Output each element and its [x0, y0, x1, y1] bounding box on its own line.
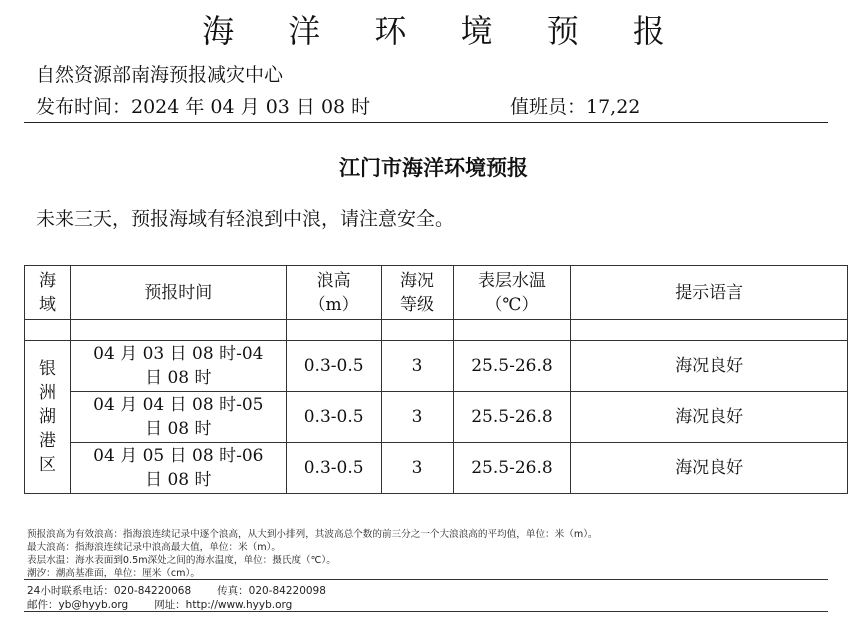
wave-height: 0.3-0.5: [286, 392, 381, 443]
header-region: 海 域: [25, 266, 71, 320]
report-summary: 未来三天，预报海域有轻浪到中浪，请注意安全。: [36, 208, 455, 230]
forecast-table: [24, 265, 848, 494]
water-temp: 25.5-26.8: [453, 392, 571, 443]
report-title: 江门市海洋环境预报: [339, 155, 528, 180]
footer-bottom-divider: [24, 611, 828, 612]
header-sea-level: 海况 等级: [381, 266, 453, 320]
wave-height: 0.3-0.5: [286, 341, 381, 392]
website: 网址：http://www.hyyb.org: [154, 599, 293, 611]
issue-time: 发布时间：2024 年 04 月 03 日 08 时: [36, 96, 371, 118]
forecast-time: 04 月 04 日 08 时-05 日 08 时: [70, 392, 286, 443]
duty-officer: 值班员：17,22: [510, 96, 641, 118]
tip-text: 海况良好: [571, 392, 848, 443]
tip-text: 海况良好: [571, 341, 848, 392]
table-header-row: [25, 266, 848, 320]
table-row: [25, 392, 848, 443]
footnote-tide: 潮汐：潮高基准面，单位：厘米（cm）。: [27, 568, 200, 579]
issue-info: [36, 92, 836, 119]
forecast-time: 04 月 05 日 08 时-06 日 08 时: [70, 443, 286, 494]
footnote-max-wave: 最大浪高：指海浪连续记录中浪高最大值，单位：米（m）。: [27, 542, 281, 553]
region-cell: [25, 341, 71, 494]
hotline: 24小时联系电话：020-84220068: [27, 585, 192, 597]
sea-level: 3: [381, 341, 453, 392]
sea-level: 3: [381, 392, 453, 443]
footnote-water-temp: 表层水温：海水表面到0.5m深处之间的海水温度，单位：摄氏度（℃）。: [27, 555, 336, 566]
header-wave-height: 浪高 （m）: [286, 266, 381, 320]
header-tip: 提示语言: [571, 266, 848, 320]
water-temp: 25.5-26.8: [453, 443, 571, 494]
forecast-time: 04 月 03 日 08 时-04 日 08 时: [70, 341, 286, 392]
email: 邮件：yb@hyyb.org: [27, 599, 129, 611]
fax: 传真：020-84220098: [217, 585, 326, 597]
header-time: 预报时间: [70, 266, 286, 320]
water-temp: 25.5-26.8: [453, 341, 571, 392]
table-row: [25, 443, 848, 494]
footnotes: [27, 528, 598, 580]
tip-text: 海况良好: [571, 443, 848, 494]
header-divider: [24, 122, 828, 123]
sea-level: 3: [381, 443, 453, 494]
contact-info: [27, 584, 326, 612]
footnote-wave-height: 预报浪高为有效浪高：指海浪连续记录中逐个浪高，从大到小排列，其波高总个数的前三分之一个大浪浪高的平均值，单位：米（m）。: [27, 529, 598, 540]
agency-name: 自然资源部南海预报减灾中心: [36, 64, 284, 86]
table-spacer-row: [25, 320, 848, 341]
region-name: 银 洲 湖 港 区: [38, 359, 56, 475]
footer-divider: [24, 579, 828, 580]
page-title: 海 洋 环 境 预 报: [202, 12, 687, 50]
wave-height: 0.3-0.5: [286, 443, 381, 494]
table-row: [25, 341, 848, 392]
header-water-temp: 表层水温 （℃）: [453, 266, 571, 320]
